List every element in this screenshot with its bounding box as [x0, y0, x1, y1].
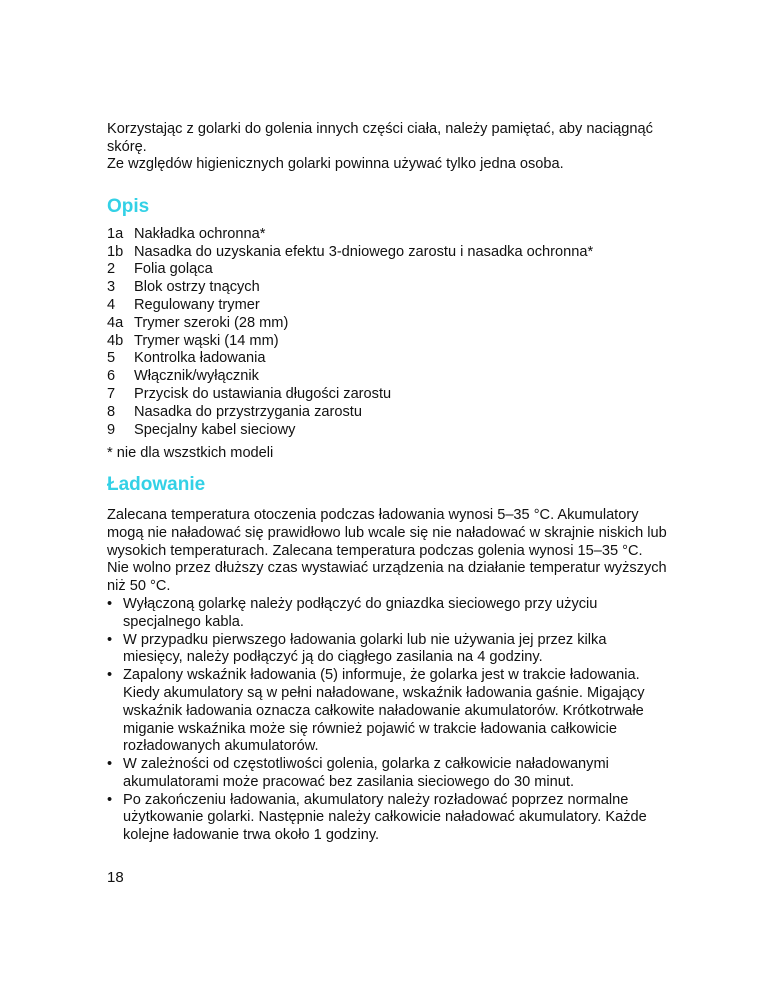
parts-list [107, 226, 667, 440]
item-number: 4a [107, 314, 124, 331]
item-number: 7 [107, 385, 116, 402]
item-text: Nakładka ochronna* [134, 225, 266, 242]
bullet-text: Wyłączoną golarkę należy podłączyć do gniazdka sieciowego przy użyciu specjalnego kabla. [123, 595, 598, 630]
bullet-icon: • [107, 667, 113, 684]
bullet-icon: • [107, 595, 113, 612]
item-number: 5 [107, 350, 116, 367]
hygiene-paragraph: Ze względów higienicznych golarki powinna używać tylko jedna osoba. [107, 156, 564, 173]
item-number: 1a [107, 225, 124, 242]
list-item [107, 792, 667, 845]
item-text: Kontrolka ładowania [134, 350, 266, 367]
bullet-icon: • [107, 756, 113, 773]
item-number: 2 [107, 261, 116, 278]
item-number: 3 [107, 279, 116, 296]
model-footnote: * nie dla wszstkich modeli [107, 445, 274, 462]
item-text: Włącznik/wyłącznik [134, 368, 259, 385]
bullet-text: W zależności od częstotliwości golenia, golarka z całkowicie naładowanymi akumulatorami może pracować bez zasilania sieciowego do 30 minut. [123, 756, 609, 790]
item-number: 4 [107, 296, 116, 313]
section-heading-ladowanie: Ładowanie [107, 473, 206, 495]
bullet-text: Zapalony wskaźnik ładowania (5) informuje, że golarka jest w trakcie ładowania. Kiedy akumulatory są w pełni naładowane, wskaźnik ładowania gaśnie. Migający wskaźnik ładowania oznacza całkowite naładowanie akumulatorów. Krótkotrwałe miganie wskaźnika może się również pojawić w trakcie ładowania całkowicie rozładowanych akumulatorów. [123, 667, 645, 755]
item-text: Blok ostrzy tnących [134, 279, 260, 296]
list-item [107, 297, 667, 315]
charging-instructions-list [107, 596, 667, 845]
item-text: Nasadka do przystrzygania zarostu [134, 403, 362, 420]
section-heading-opis: Opis [107, 195, 150, 217]
item-text: Trymer wąski (14 mm) [134, 332, 279, 349]
item-number: 4b [107, 332, 124, 349]
item-text: Regulowany trymer [134, 296, 260, 313]
list-item [107, 333, 667, 351]
bullet-icon: • [107, 631, 113, 648]
item-text: Trymer szeroki (28 mm) [134, 314, 289, 331]
list-item [107, 596, 667, 632]
item-number: 1b [107, 243, 124, 260]
bullet-icon: • [107, 791, 113, 808]
list-item [107, 632, 667, 668]
list-item [107, 261, 667, 279]
list-item [107, 315, 667, 333]
list-item [107, 667, 667, 756]
list-item [107, 279, 667, 297]
list-item [107, 226, 667, 244]
item-number: 8 [107, 403, 116, 420]
list-item [107, 368, 667, 386]
list-item [107, 350, 667, 368]
item-text: Przycisk do ustawiania długości zarostu [134, 385, 392, 402]
item-text: Folia goląca [134, 261, 213, 278]
list-item [107, 386, 667, 404]
list-item [107, 422, 667, 440]
page-content [107, 121, 667, 845]
item-text: Specjalny kabel sieciowy [134, 421, 296, 438]
item-text: Nasadka do uzyskania efektu 3-dniowego zarostu i nasadka ochronna* [134, 243, 594, 260]
list-item [107, 404, 667, 422]
list-item [107, 244, 667, 262]
list-item [107, 756, 667, 792]
intro-paragraph: Korzystając z golarki do golenia innych części ciała, należy pamiętać, aby naciągnąć skórę. [107, 121, 653, 155]
charging-temperature-paragraph: Zalecana temperatura otoczenia podczas ładowania wynosi 5–35 °C. Akumulatory mogą nie naładować się prawidłowo lub wcale się nie naładować w skrajnie niskich lub wysokich temperaturach. Zalecana temperatura podczas golenia wynosi 15–35 °C. Nie wolno przez dłuższy czas wystawiać urządzenia na działanie temperatur wyższych niż 50 °C. [107, 506, 667, 595]
bullet-text: Po zakończeniu ładowania, akumulatory należy rozładować poprzez normalne użytkowanie golarki. Następnie należy całkowicie naładować akumulatory. Każde kolejne ładowanie trwa około 1 godziny. [123, 791, 647, 844]
page-number: 18 [107, 869, 124, 886]
bullet-text: W przypadku pierwszego ładowania golarki lub nie używania jej przez kilka miesięcy, należy podłączyć ją do ciągłego zasilania na 4 godziny. [123, 631, 607, 666]
item-number: 9 [107, 421, 116, 438]
item-number: 6 [107, 368, 116, 385]
